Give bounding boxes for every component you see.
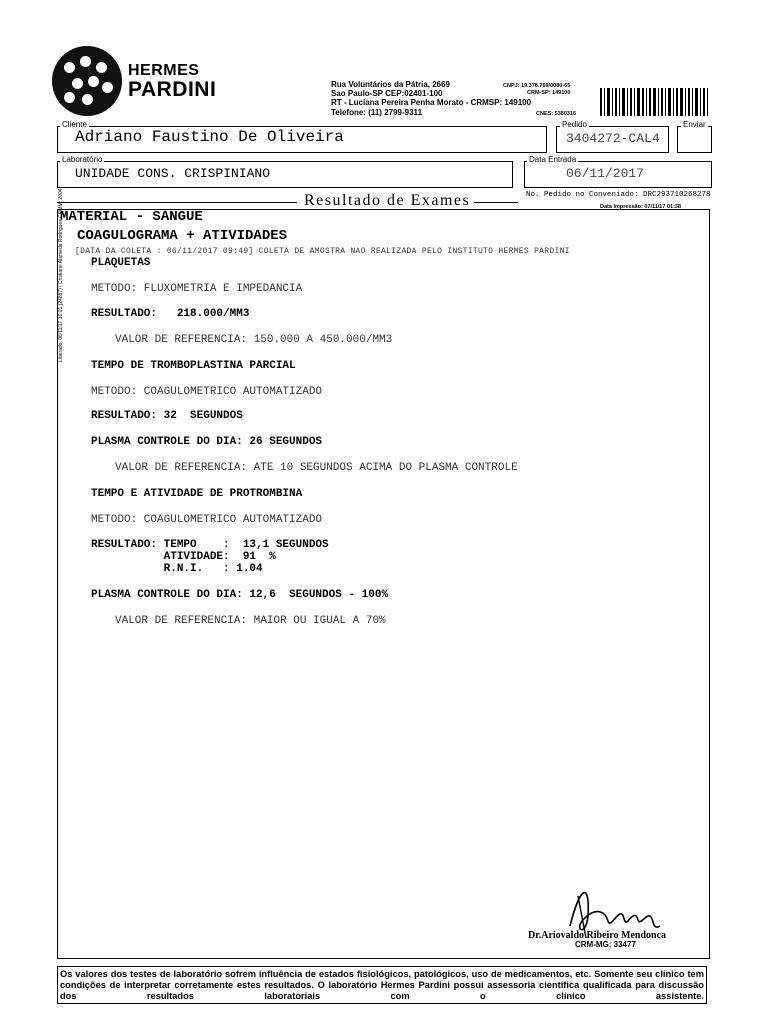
address-line1: Rua Voluntários da Pátria, 2669 [331,80,451,89]
pedido-conveniado: No. Pedido no Conveniado: DRC293710268278 [526,191,711,199]
plaquetas-method: METODO: FLUXOMETRIA E IMPEDANCIA [91,283,303,295]
cliente-name: Adriano Faustino De Oliveira [75,128,344,146]
side-note: Liberado: 06/11/17 16:01 (24887) | Cristiane Alameda Rodrigues CRMM: 2004 [58,188,64,362]
tap-method: METODO: COAGULOMETRICO AUTOMATIZADO [91,514,323,526]
ttp-reference: VALOR DE REFERENCIA: ATE 10 SEGUNDOS ACIMA DO PLASMA CONTROLE [115,462,518,474]
pedido-value: 3404272-CAL4 [566,131,660,146]
material-heading: MATERIAL - SANGUE [60,209,203,225]
ttp-method: METODO: COAGULOMETRICO AUTOMATIZADO [91,386,323,398]
data-entrada-label: Data Entrada [529,155,577,164]
signature-name: Dr.Ariovaldo Ribeiro Mendonca [528,930,667,941]
title-rule-right [474,202,518,203]
exam-heading: COAGULOGRAMA + ATIVIDADES [77,228,288,244]
cnes: CNES: 5380316 [536,111,577,117]
brand-line2: PARDINI [128,78,217,101]
tap-reference: VALOR DE REFERENCIA: MAIOR OU IGUAL A 70% [115,615,386,627]
plaquetas-title: PLAQUETAS [91,257,151,269]
ttp-title: TEMPO DE TROMBOPLASTINA PARCIAL [91,360,296,372]
laboratorio-label: Laboratório [62,155,103,164]
tap-result-tempo: RESULTADO: TEMPO : 13,1 SEGUNDOS [91,539,329,551]
frame-bottom-rule [57,958,709,959]
page-title: Resultado de Exames [300,192,474,210]
laboratorio-name: UNIDADE CONS. CRISPINIANO [75,166,271,181]
data-impressao: Data Impressão: 07/11/17 01:38 [600,204,682,210]
address-line4: Telefone: (11) 2799-9311 [331,108,423,117]
plaquetas-result: RESULTADO: 218.000/MM3 [91,308,250,320]
tap-title: TEMPO E ATIVIDADE DE PROTROMBINA [91,488,303,500]
enviar-box[interactable] [677,126,712,153]
barcode [600,88,708,116]
crm-sp: CRM-SP: 149100 [527,90,571,96]
brand-line1: HERMES [128,62,200,79]
data-entrada-value: 06/11/2017 [566,166,645,181]
footer-disclaimer: Os valores dos testes de laboratório sofrem influência de estados fisiológicos, patológicos, uso de medicamentos, etc. Somente seu clínico tem condições de interpretar corretamente estes resultados. O laboratório Hermes Pardini possui assessoria científica qualificada para discussão dos resultados laboratoriais com o clínico assistente. [57,966,707,1004]
address-line3: RT - Luciana Pereira Penha Morato - CRMSP: 149100 [331,98,532,107]
ttp-result: RESULTADO: 32 SEGUNDOS [91,410,243,422]
pedido-label: Pedido [562,120,587,129]
results-frame [57,209,710,959]
coleta-info: [DATA DA COLETA : 06/11/2017 09:49] COLETA DE AMOSTRA NAO REALIZADA PELO INSTITUTO HERMES PARDINI [75,247,570,256]
enviar-label: Enviar [683,120,706,129]
plaquetas-reference: VALOR DE REFERENCIA: 150.000 A 450.000/MM3 [115,334,393,346]
title-rule-left [57,202,297,203]
tap-result-atividade: ATIVIDADE: 91 % [91,551,276,563]
signature-crm: CRM-MG: 33477 [575,940,636,949]
address-line2: Sao Paulo-SP CEP:02401-100 [331,89,443,98]
hermes-pardini-logo [52,46,122,116]
ttp-plasma-controle: PLASMA CONTROLE DO DIA: 26 SEGUNDOS [91,436,323,448]
cliente-label: Cliente [62,120,87,129]
cnpj: CNPJ: 19.378.769/0080-65 [503,83,571,89]
tap-result-rni: R.N.I. : 1.04 [91,563,263,575]
tap-plasma-controle: PLASMA CONTROLE DO DIA: 12,6 SEGUNDOS - 100% [91,589,389,601]
